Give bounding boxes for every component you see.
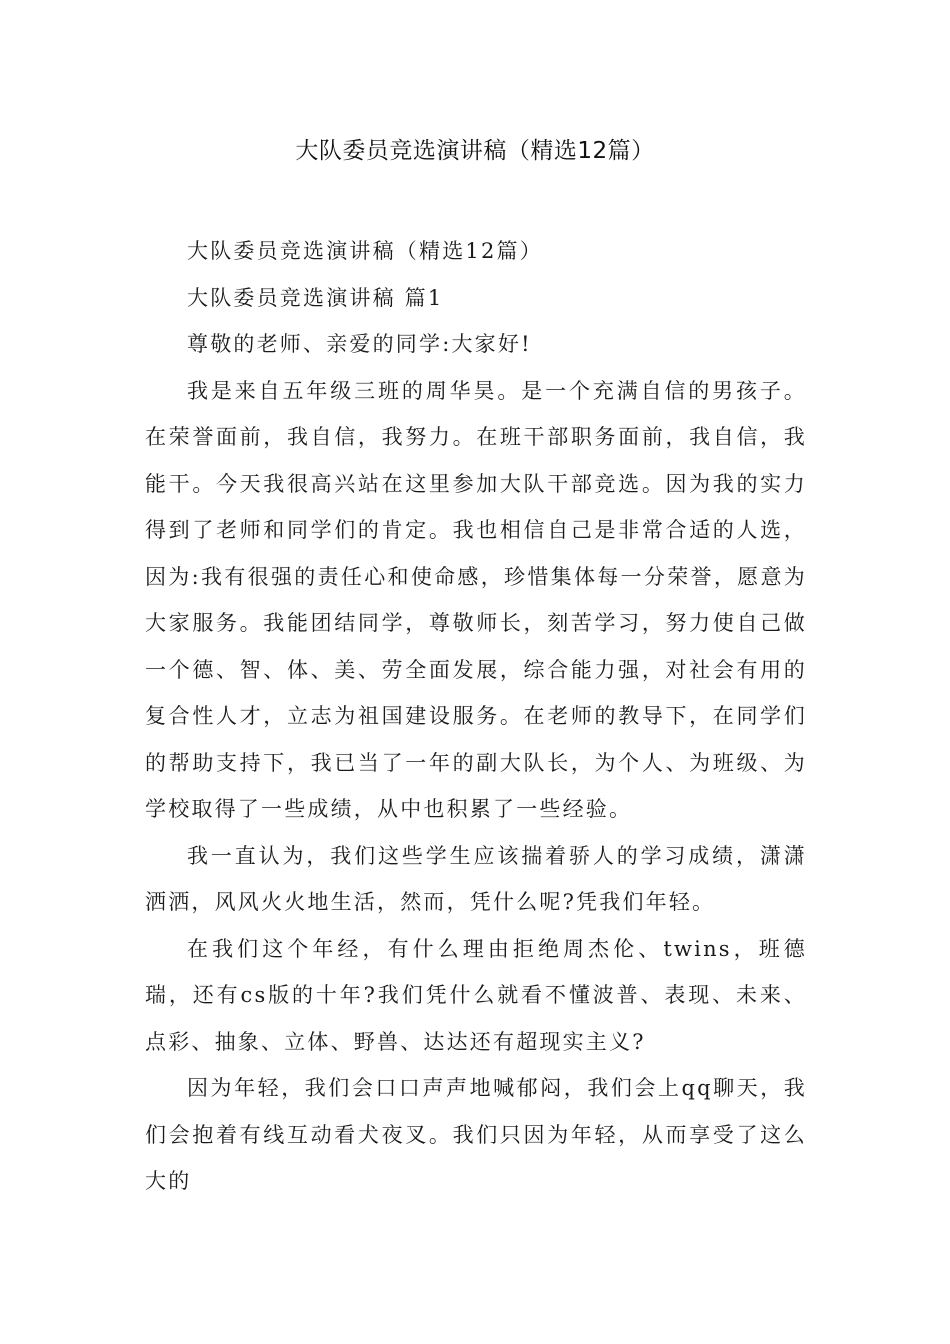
paragraph-body: 我一直认为，我们这些学生应该揣着骄人的学习成绩，潇潇洒洒，风风火火地生活，然而，凭什么呢?凭我们年轻。 [145, 843, 807, 914]
document-title: 大队委员竞选演讲稿（精选12篇） [295, 138, 655, 164]
paragraph-body: 在我们这个年经，有什么理由拒绝周杰伦、twins，班德瑞，还有cs版的十年?我们凭什么就看不懂波普、表现、未来、点彩、抽象、立体、野兽、达达还有超现实主义? [145, 936, 807, 1054]
document-body [145, 228, 807, 1205]
paragraph-body: 我是来自五年级三班的周华昊。是一个充满自信的男孩子。在荣誉面前，我自信，我努力。在班干部职务面前，我自信，我能干。今天我很高兴站在这里参加大队干部竞选。因为我的实力得到了老师和同学们的肯定。我也相信自己是非常合适的人选，因为:我有很强的责任心和使命感，珍惜集体每一分荣誉，愿意为大家服务。我能团结同学，尊敬师长，刻苦学习，努力使自己做一个德、智、体、美、劳全面发展，综合能力强，对社会有用的复合性人才，立志为祖国建设服务。在老师的教导下，在同学们的帮助支持下，我已当了一年的副大队长，为个人、为班级、为学校取得了一些成绩，从中也积累了一些经验。 [145, 378, 807, 821]
paragraph-body: 因为年轻，我们会口口声声地喊郁闷，我们会上qq聊天，我们会抱着有线互动看犬夜叉。我们只因为年轻，从而享受了这么大的 [145, 1076, 807, 1193]
paragraph-heading: 大队委员竞选演讲稿（精选12篇） [187, 239, 543, 263]
paragraph-section-title: 大队委员竞选演讲稿 篇1 [187, 285, 444, 310]
paragraph-greeting: 尊敬的老师、亲爱的同学:大家好! [187, 332, 532, 356]
